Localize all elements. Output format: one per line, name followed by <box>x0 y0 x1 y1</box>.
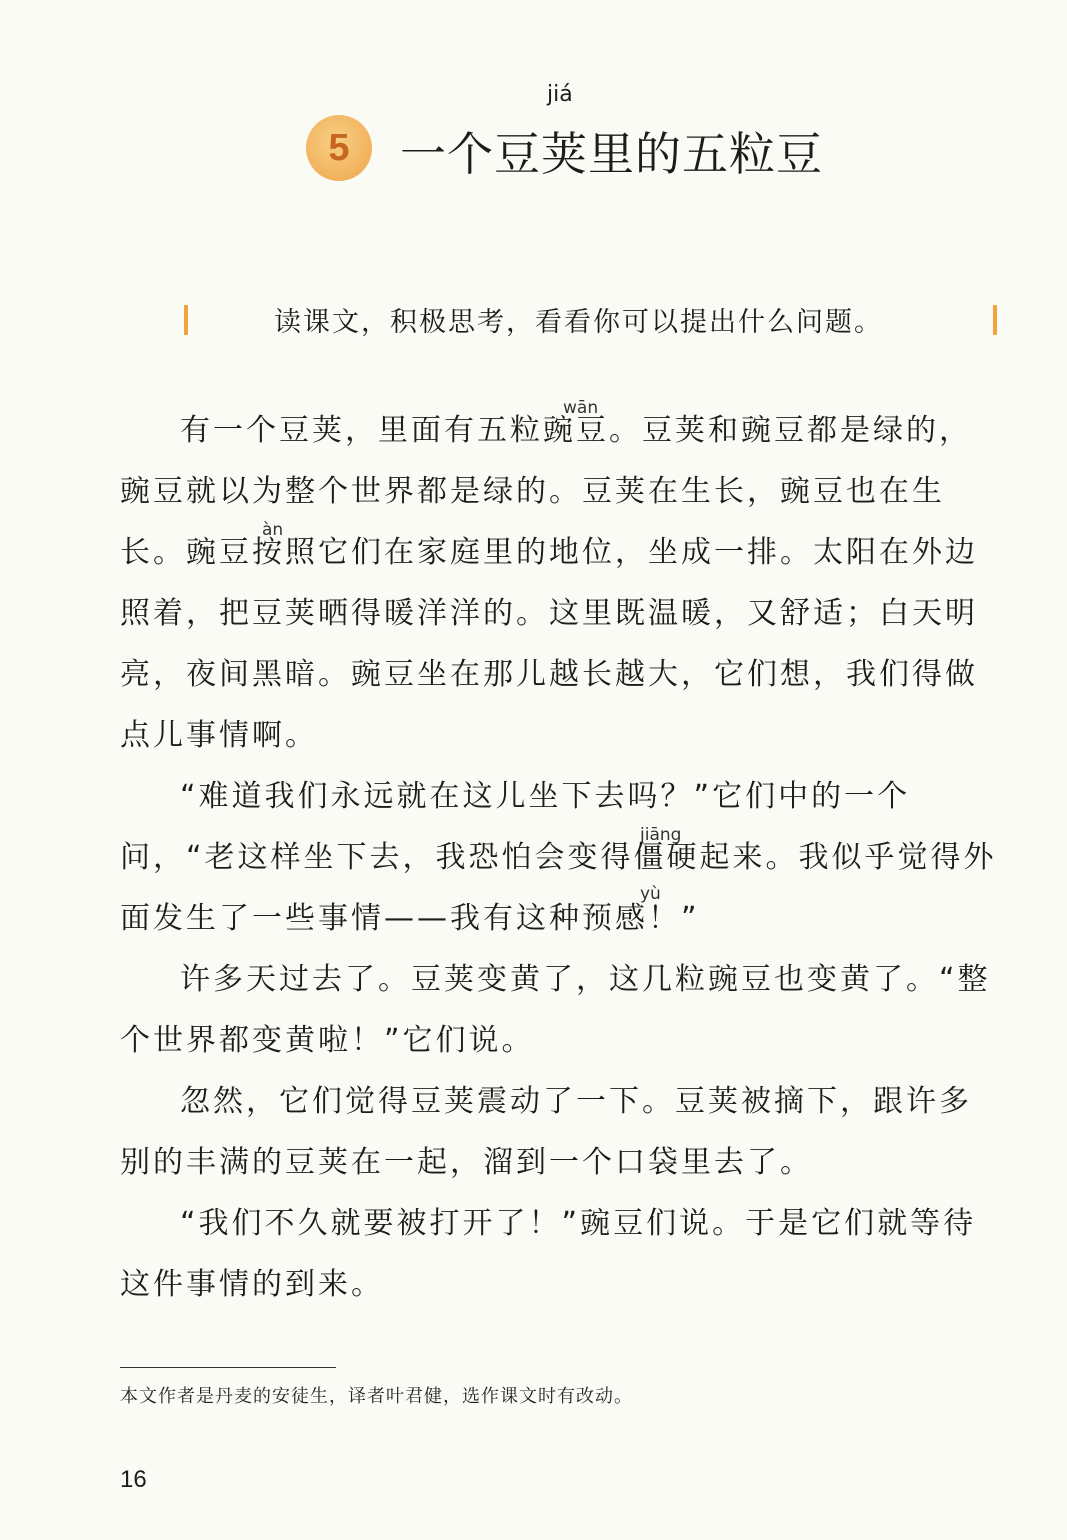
lesson-body <box>120 400 1000 1315</box>
footnote: 本文作者是丹麦的安徒生，译者叶君健，选作课文时有改动。 <box>120 1386 633 1407</box>
title-pinyin: jiá <box>547 82 573 107</box>
reading-guide <box>0 300 1067 340</box>
guide-bar-right <box>993 305 997 335</box>
paragraph-2: “难道我们永远就在这儿坐下去吗？”它们中的一个问，“老这样坐下去，我恐怕会变得僵硬起来。我似乎觉得外面发生了一些事情——我有这种预感！” <box>120 779 997 936</box>
pinyin-yu: yù <box>640 884 661 904</box>
paragraph-1: 有一个豆荚，里面有五粒豌豆。豆荚和豌豆都是绿的，豌豆就以为整个世界都是绿的。豆荚在生长，豌豆也在生长。豌豆按照它们在家庭里的地位，坐成一排。太阳在外边照着，把豆荚晒得暖洋洋的。这里既温暖，又舒适；白天明亮，夜间黑暗。豌豆坐在那儿越长越大，它们想，我们得做点儿事情啊。 <box>120 413 978 753</box>
lesson-number: 5 <box>328 126 350 169</box>
pinyin-jiang: jiāng <box>640 825 682 845</box>
paragraph-5: “我们不久就要被打开了！”豌豆们说。于是它们就等待这件事情的到来。 <box>120 1206 977 1302</box>
lesson-number-badge <box>306 115 372 181</box>
pinyin-wan: wān <box>563 398 599 418</box>
lesson-header <box>300 80 900 180</box>
paragraph-4: 忽然，它们觉得豆荚震动了一下。豆荚被摘下，跟许多别的丰满的豆荚在一起，溜到一个口袋里去了。 <box>120 1084 972 1180</box>
lesson-title: 一个豆荚里的五粒豆 <box>400 127 823 181</box>
paragraph-3: 许多天过去了。豆荚变黄了，这几粒豌豆也变黄了。“整个世界都变黄啦！”它们说。 <box>120 962 991 1058</box>
page-number: 16 <box>120 1466 147 1493</box>
pinyin-an: àn <box>262 520 284 540</box>
footnote-rule <box>120 1367 336 1368</box>
guide-bar-left <box>184 305 188 335</box>
guide-text: 读课文，积极思考，看看你可以提出什么问题。 <box>274 307 883 338</box>
